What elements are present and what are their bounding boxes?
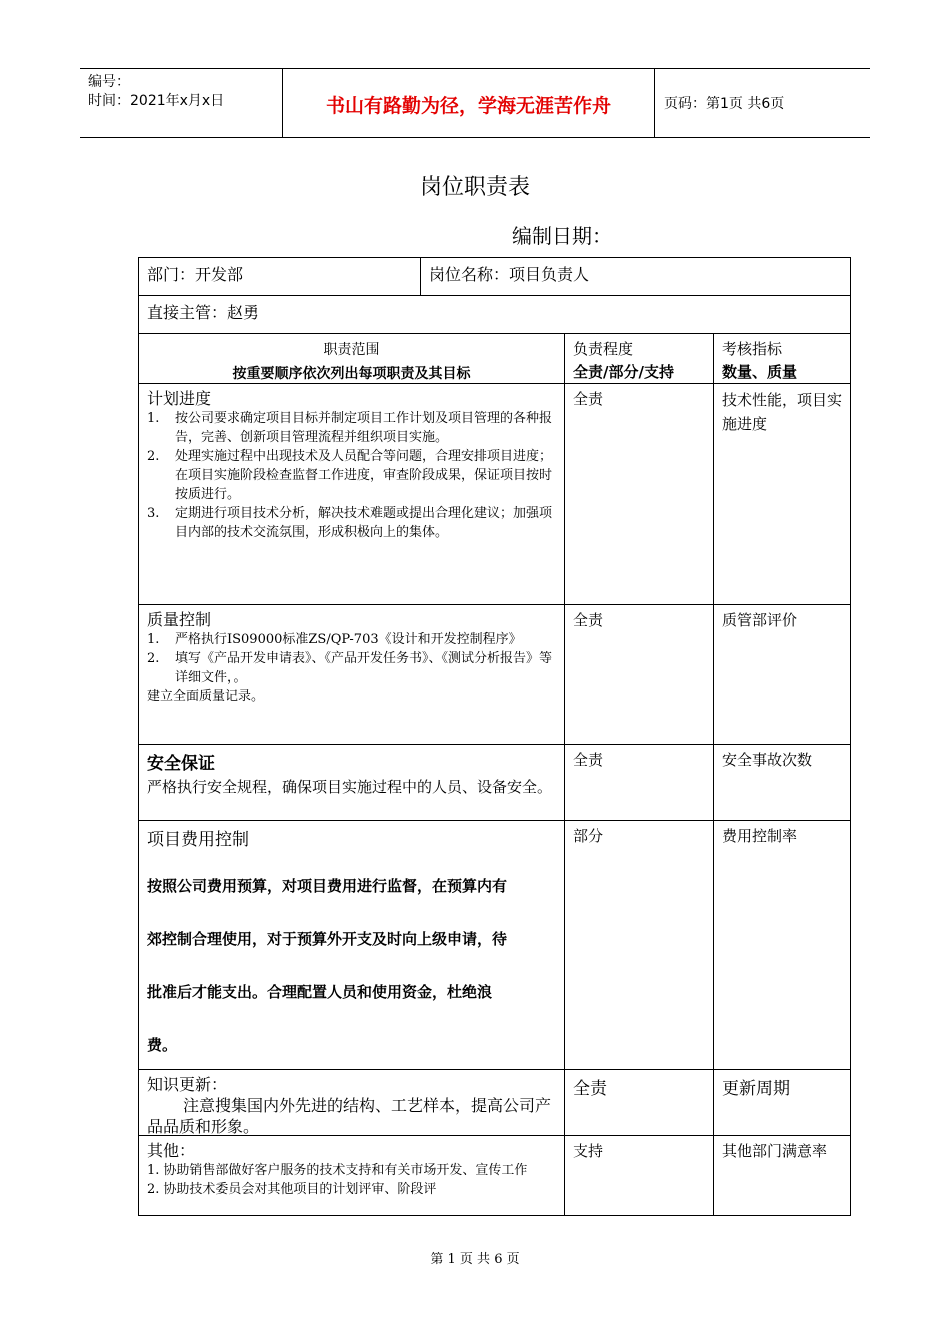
supervisor-value: 直接主管：赵勇: [147, 303, 260, 322]
degree-value: 全责: [573, 751, 604, 769]
degree-value: 全责: [573, 390, 604, 408]
duty-list: [147, 1161, 556, 1199]
degree-cell: [564, 604, 713, 744]
kpi-cell: [713, 744, 851, 820]
degree-cell: [564, 1135, 713, 1216]
kpi-value: 安全事故次数: [722, 751, 813, 769]
duty-title: 项目费用控制: [147, 830, 249, 850]
degree-value: 全责: [573, 611, 604, 629]
scope-header-sub: 按重要顺序依次列出每项职责及其目标: [232, 366, 471, 382]
header-meta: [88, 73, 224, 111]
duty-text-line: 按照公司费用预算，对项目费用进行监督，在预算内有: [147, 877, 508, 895]
duty-cell-knowledge: [138, 1069, 564, 1135]
degree-cell: [564, 1069, 713, 1135]
duty-title: 其他：: [147, 1141, 196, 1160]
department-cell: [138, 257, 420, 295]
duty-cell-other: [138, 1135, 564, 1216]
kpi-value: 其他部门满意率: [722, 1142, 828, 1160]
header-divider: [654, 69, 655, 137]
duty-cell-quality: [138, 604, 564, 744]
scope-header-cell: [138, 333, 564, 383]
duty-list: [147, 409, 556, 542]
header-page-number: 页码：第1页 共6页: [664, 96, 785, 112]
header-motto: 书山有路勤为径，学海无涯苦作舟: [325, 95, 611, 117]
list-item: 3. 定期进行项目技术分析，解决技术难题或提出合理化建议；加强项目内部的技术交流氛围，形成积极向上的集体。: [147, 506, 553, 540]
duty-title: 计划进度: [147, 389, 212, 408]
kpi-value: 更新周期: [722, 1079, 790, 1099]
degree-header-label: 负责程度: [573, 340, 634, 358]
duty-title: 知识更新：: [147, 1075, 228, 1094]
document-header: [80, 68, 870, 138]
duty-title: 安全保证: [147, 754, 215, 774]
scope-header-label: 职责范围: [323, 342, 380, 358]
header-number: 编号：: [88, 74, 130, 90]
duty-text-line: 批准后才能支出。合理配置人员和使用资金，杜绝浪: [147, 983, 493, 1001]
list-item: 2. 协助技术委员会对其他项目的计划评审、阶段评: [147, 1182, 437, 1197]
kpi-header-sub: 数量、质量: [722, 363, 798, 381]
degree-header-cell: [564, 333, 713, 383]
duty-extra-text: 建立全面质量记录。: [147, 689, 265, 704]
kpi-header-cell: [713, 333, 851, 383]
duty-text: 注意搜集国内外先进的结构、工艺样本，提高公司产品品质和形象。: [147, 1096, 552, 1136]
duty-cell-safety: [138, 744, 564, 820]
duty-list: [147, 630, 556, 687]
compile-date-label: 编制日期：: [512, 224, 612, 248]
page-footer: 第 1 页 共 6 页: [430, 1252, 520, 1267]
position-cell: [420, 257, 851, 295]
degree-cell: [564, 383, 713, 604]
list-item: 2. 处理实施过程中出现技术及人员配合等问题，合理安排项目进度；在项目实施阶段检查监督工作进度，审查阶段成果，保证项目按时按质进行。: [147, 449, 553, 502]
kpi-cell: [713, 1069, 851, 1135]
duty-text: 严格执行安全规程，确保项目实施过程中的人员、设备安全。: [147, 778, 553, 796]
duty-text-line: 郊控制合理使用，对于预算外开支及时向上级申请，待: [147, 930, 508, 948]
kpi-value: 费用控制率: [722, 827, 798, 845]
kpi-cell: [713, 383, 851, 604]
duty-cell-plan: [138, 383, 564, 604]
kpi-header-label: 考核指标: [722, 340, 783, 358]
kpi-cell: [713, 604, 851, 744]
kpi-cell: [713, 1135, 851, 1216]
page-title: 岗位职责表: [419, 175, 530, 200]
duty-title: 质量控制: [147, 610, 212, 629]
header-time: 时间：2021年x月x日: [88, 93, 225, 109]
position-value: 岗位名称：项目负责人: [429, 265, 590, 284]
kpi-cell: [713, 820, 851, 1069]
degree-header-sub: 全责/部分/支持: [573, 363, 674, 381]
list-item: 2. 填写《产品开发申请表》、《产品开发任务书》、《测试分析报告》等详细文件，。: [147, 651, 553, 685]
duty-cell-cost: [138, 820, 564, 1069]
kpi-value: 质管部评价: [722, 611, 798, 629]
kpi-value: 技术性能，项目实施进度: [722, 391, 843, 433]
degree-value: 部分: [573, 827, 604, 845]
degree-value: 全责: [573, 1079, 607, 1099]
list-item: 1. 按公司要求确定项目目标并制定项目工作计划及项目管理的各种报告，完善、创新项目管理流程并组织项目实施。: [147, 411, 553, 445]
degree-cell: [564, 820, 713, 1069]
degree-value: 支持: [573, 1142, 604, 1160]
list-item: 1. 协助销售部做好客户服务的技术支持和有关市场开发、宣传工作: [147, 1163, 528, 1178]
supervisor-cell: [138, 295, 851, 333]
department-value: 部门：开发部: [147, 265, 244, 284]
degree-cell: [564, 744, 713, 820]
duty-text-block: [147, 876, 556, 1055]
list-item: 1. 严格执行IS09000标准ZS/QP-703《设计和开发控制程序》: [147, 632, 522, 647]
duty-text-line: 费。: [147, 1036, 178, 1054]
